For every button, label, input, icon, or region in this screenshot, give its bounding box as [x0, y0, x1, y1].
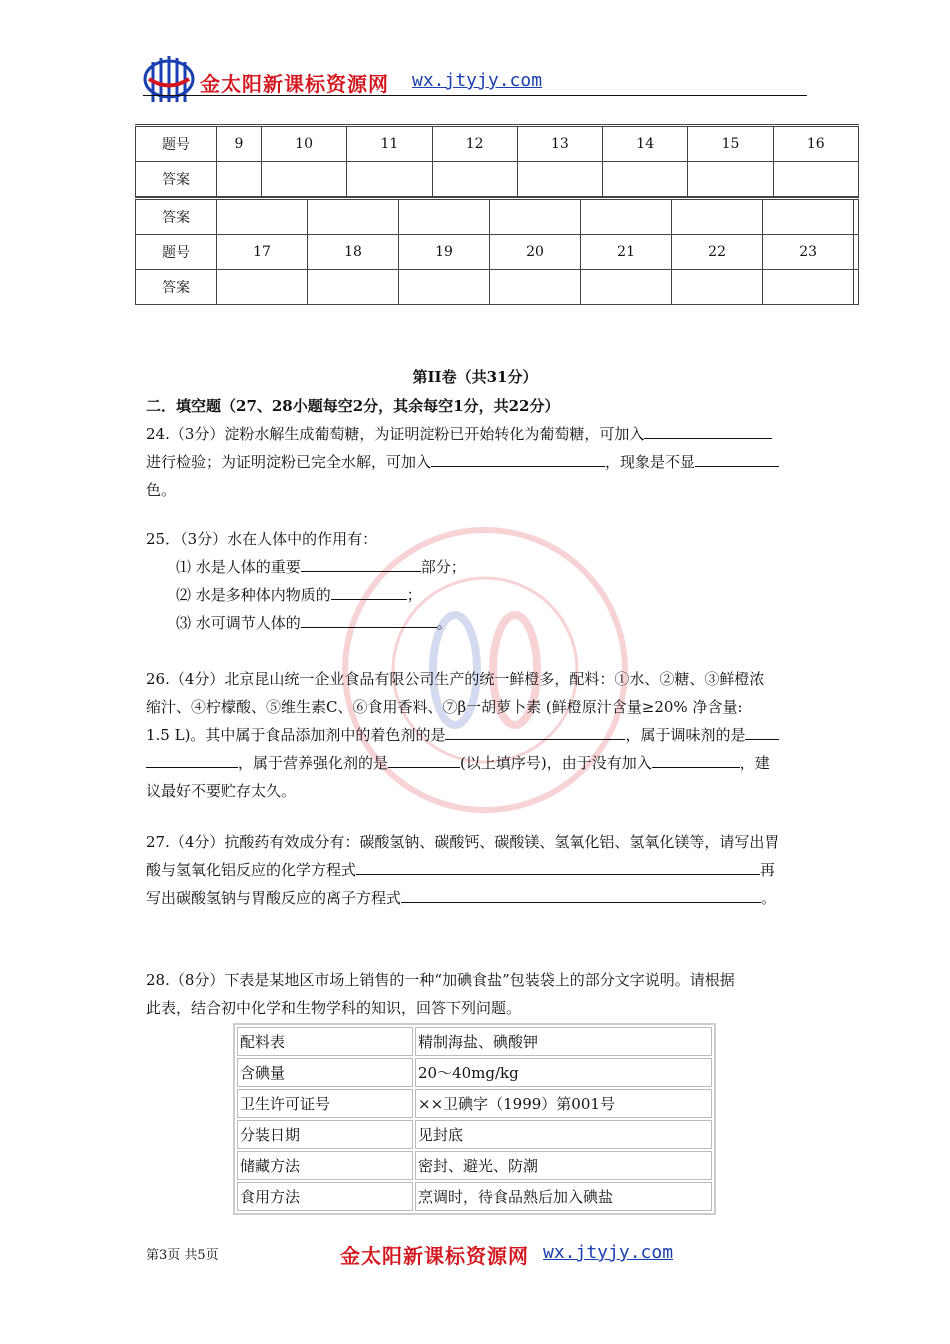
- answer-cell[interactable]: [261, 162, 346, 197]
- salt-key: 食用方法: [237, 1182, 413, 1211]
- table-row: [237, 1120, 712, 1149]
- q26-line1: 26.（4分）北京昆山统一企业食品有限公司生产的统一鲜橙多，配料：①水、②糖、③鲜橙浓: [146, 670, 765, 688]
- question-25: [146, 525, 466, 637]
- page-number: 第3页 共5页: [146, 1248, 219, 1263]
- salt-value: 20～40mg/kg: [415, 1058, 712, 1087]
- answer-cell[interactable]: [217, 270, 308, 305]
- q25-item1-end: 部分；: [420, 558, 466, 576]
- q24-line1: 24.（3分）淀粉水解生成葡萄糖，为证明淀粉已开始转化为葡萄糖，可加入: [146, 425, 645, 443]
- q27-line1: 27.（4分）抗酸药有效成分有：碳酸氢钠、碳酸钙、碳酸镁、氢氧化铝、氢氧化镁等，请写出胃: [146, 833, 780, 851]
- table-row: [136, 199, 859, 235]
- answer-cell[interactable]: [517, 162, 602, 197]
- q27-line3a: 写出碳酸氢钠与胃酸反应的离子方程式: [146, 889, 402, 907]
- answer-cell[interactable]: [603, 162, 688, 197]
- q27-line3b: 。: [761, 889, 777, 907]
- q25-item1: ⑴ 水是人体的重要: [176, 558, 301, 576]
- salt-value: 精制海盐、碘酸钾: [415, 1027, 712, 1056]
- answer-blank[interactable]: [388, 751, 460, 768]
- logo-icon: [143, 52, 195, 106]
- row-label: 答案: [136, 270, 217, 305]
- answer-blank[interactable]: [356, 858, 760, 875]
- question-27: [146, 828, 816, 912]
- question-number: 10: [261, 126, 346, 162]
- question-number: 11: [347, 126, 432, 162]
- q26-line4a: ，属于营养强化剂的是: [238, 754, 389, 772]
- question-number: 23: [763, 235, 854, 270]
- question-number: 14: [603, 126, 688, 162]
- q24-line2a: 进行检验；为证明淀粉已完全水解，可加入: [146, 453, 432, 471]
- answer-cell[interactable]: [308, 270, 399, 305]
- question-number: 16: [773, 126, 858, 162]
- answer-cell[interactable]: [399, 270, 490, 305]
- question-number: 21: [581, 235, 672, 270]
- answer-cell[interactable]: [347, 162, 432, 197]
- answer-cell[interactable]: [672, 270, 763, 305]
- answer-blank[interactable]: [644, 422, 772, 439]
- question-number: 22: [672, 235, 763, 270]
- q26-line3a: 1.5 L)。其中属于食品添加剂中的着色剂的是: [146, 726, 446, 744]
- answer-blank[interactable]: [652, 751, 740, 768]
- salt-key: 储藏方法: [237, 1151, 413, 1180]
- q25-item3: ⑶ 水可调节人体的: [176, 614, 301, 632]
- question-number: 12: [432, 126, 517, 162]
- answer-cell[interactable]: [581, 199, 672, 235]
- table-row: [237, 1058, 712, 1087]
- table-row: [136, 162, 859, 197]
- header-rule: [143, 95, 807, 96]
- q25-head: 25．（3分）水在人体中的作用有：: [146, 530, 378, 548]
- question-28: [146, 966, 816, 1022]
- salt-key: 卫生许可证号: [237, 1089, 413, 1118]
- answer-cell[interactable]: [432, 162, 517, 197]
- question-number: [854, 235, 859, 270]
- q24-line3: 色。: [146, 481, 177, 499]
- q28-line1: 28.（8分）下表是某地区市场上销售的一种“加碘食盐”包装袋上的部分文字说明。请根据: [146, 971, 735, 989]
- table-row: [136, 126, 859, 162]
- answer-cell[interactable]: [308, 199, 399, 235]
- answer-cell[interactable]: [688, 162, 773, 197]
- q25-item3-end: 。: [436, 614, 452, 632]
- salt-value: 烹调时，待食品熟后加入碘盐: [415, 1182, 712, 1211]
- header-url[interactable]: wx.jtyjy.com: [412, 70, 543, 91]
- answer-cell[interactable]: [217, 162, 262, 197]
- answer-table-top: [135, 124, 859, 197]
- row-label: 题号: [136, 126, 217, 162]
- q25-item2: ⑵ 水是多种体内物质的: [176, 586, 331, 604]
- q26-line4b: (以上填序号)，由于没有加入: [460, 754, 652, 772]
- question-24: [146, 420, 779, 504]
- answer-blank[interactable]: [301, 611, 437, 628]
- salt-key: 分装日期: [237, 1120, 413, 1149]
- row-label: 题号: [136, 235, 217, 270]
- q26-line4c: ，建: [739, 754, 770, 772]
- table-row: [237, 1151, 712, 1180]
- question-number: 18: [308, 235, 399, 270]
- question-number: 20: [490, 235, 581, 270]
- salt-value: 见封底: [415, 1120, 712, 1149]
- answer-cell[interactable]: [763, 199, 854, 235]
- answer-blank[interactable]: [745, 723, 779, 740]
- answer-cell[interactable]: [581, 270, 672, 305]
- footer-brand: 金太阳新课标资源网: [340, 1244, 529, 1268]
- table-row: [237, 1182, 712, 1211]
- question-number: 17: [217, 235, 308, 270]
- section-title: 第II卷（共31分）: [412, 368, 538, 386]
- answer-table-bottom: [135, 197, 859, 305]
- table-row: [237, 1089, 712, 1118]
- answer-blank[interactable]: [695, 450, 779, 467]
- question-26: [146, 665, 816, 805]
- answer-blank[interactable]: [431, 450, 605, 467]
- answer-blank[interactable]: [401, 886, 761, 903]
- q27-line2b: 再: [760, 861, 776, 879]
- header-brand: 金太阳新课标资源网: [200, 72, 389, 96]
- answer-cell[interactable]: [490, 199, 581, 235]
- answer-cell[interactable]: [490, 270, 581, 305]
- question-number: 9: [217, 126, 262, 162]
- q25-item2-end: ；: [406, 586, 422, 604]
- section-subtitle: 二．填空题（27、28小题每空2分，其余每空1分，共22分）: [146, 397, 560, 415]
- answer-cell[interactable]: [763, 270, 854, 305]
- salt-key: 配料表: [237, 1027, 413, 1056]
- row-label: 答案: [136, 199, 217, 235]
- table-row: [136, 270, 859, 305]
- q26-line3b: ，属于调味剂的是: [625, 726, 746, 744]
- answer-blank[interactable]: [146, 751, 238, 768]
- question-number: 13: [517, 126, 602, 162]
- salt-key: 含碘量: [237, 1058, 413, 1087]
- answer-cell[interactable]: [217, 199, 308, 235]
- answer-cell[interactable]: [854, 199, 859, 235]
- table-row: [237, 1027, 712, 1056]
- answer-blank[interactable]: [331, 583, 407, 600]
- answer-cell[interactable]: [399, 199, 490, 235]
- q27-line2a: 酸与氢氧化铝反应的化学方程式: [146, 861, 357, 879]
- header-logo: [143, 52, 195, 110]
- question-number: 15: [688, 126, 773, 162]
- answer-cell[interactable]: [672, 199, 763, 235]
- answer-blank[interactable]: [301, 555, 421, 572]
- row-label: 答案: [136, 162, 217, 197]
- q26-line2: 缩汁、④柠檬酸、⑤维生素C、⑥食用香料、⑦β一胡萝卜素 (鲜橙原汁含量≥20% 净含量:: [146, 698, 743, 716]
- q28-line2: 此表，结合初中化学和生物学科的知识，回答下列问题。: [146, 999, 522, 1017]
- table-row: [136, 235, 859, 270]
- salt-label-table: [233, 1023, 716, 1215]
- answer-cell[interactable]: [854, 270, 859, 305]
- salt-value: ××卫碘字（1999）第001号: [415, 1089, 712, 1118]
- footer-url[interactable]: wx.jtyjy.com: [543, 1242, 674, 1263]
- answer-blank[interactable]: [445, 723, 625, 740]
- question-number: 19: [399, 235, 490, 270]
- q26-line5: 议最好不要贮存太久。: [146, 782, 297, 800]
- salt-value: 密封、避光、防潮: [415, 1151, 712, 1180]
- answer-cell[interactable]: [773, 162, 858, 197]
- q24-line2b: ，现象是不显: [605, 453, 696, 471]
